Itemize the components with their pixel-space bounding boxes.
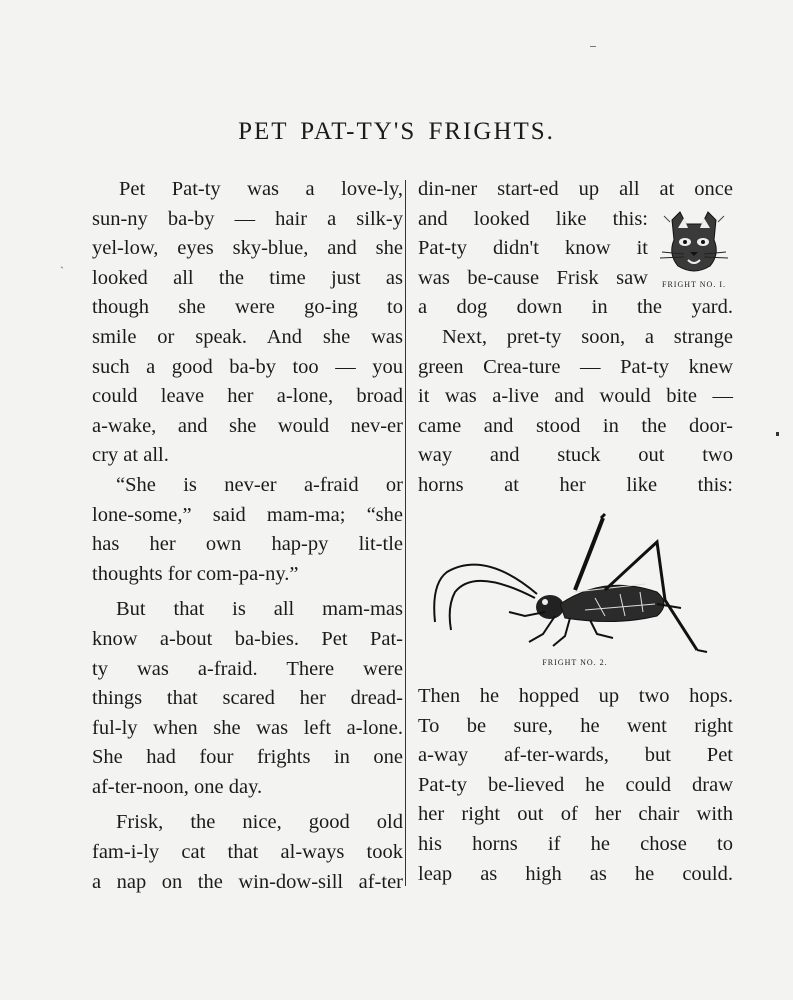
text-line: din-ner start-ed up all at once	[418, 178, 733, 200]
text-line: To be sure, he went right	[418, 714, 733, 737]
figure-caption: FRIGHT NO. I.	[662, 280, 726, 289]
text-line: though she were go-ing to	[92, 296, 403, 319]
text-line: Frisk, the nice, good old	[116, 811, 403, 834]
text-line: yel-low, eyes sky-blue, and she	[92, 237, 403, 260]
text-line: her right out of her chair with	[418, 803, 733, 826]
right-column-bottom	[418, 682, 733, 889]
text-line: Pat-ty didn't know it	[418, 237, 648, 260]
text-line: a-way af-ter-wards, but Pet	[418, 744, 733, 767]
text-line: a-wake, and she would nev-er	[92, 414, 403, 437]
text-line: But that is all mam-mas	[116, 598, 403, 621]
text-line: Next, pret-ty soon, a strange	[442, 325, 733, 348]
text-line: things that scared her dread-	[92, 687, 403, 710]
text-line: green Crea-ture — Pat-ty knew	[418, 355, 733, 378]
text-line: and looked like this:	[418, 207, 648, 230]
text-line: ful-ly when she was left a-lone.	[92, 716, 403, 739]
text-line: his horns if he chose to	[418, 832, 733, 855]
figure-caption: FRIGHT NO. 2.	[542, 658, 608, 667]
print-mark	[590, 46, 596, 47]
text-line: Pet Pat-ty was a love-ly,	[119, 178, 403, 200]
text-line: Then he hopped up two hops.	[418, 685, 733, 707]
page-title: PET PAT-TY'S FRIGHTS.	[238, 118, 555, 145]
text-line: “She is nev-er a-fraid or	[116, 473, 403, 496]
text-line: it was a-live and would bite —	[418, 385, 733, 408]
print-mark	[776, 432, 779, 436]
print-mark: ˎ	[60, 255, 64, 269]
text-line: cry at all.	[92, 444, 169, 467]
text-line: horns at her like this:	[418, 473, 733, 496]
text-line: fam-i-ly cat that al-ways took	[92, 841, 403, 864]
text-line: af-ter-noon, one day.	[92, 775, 263, 798]
text-line: such a good ba-by too — you	[92, 355, 403, 378]
cricket-illustration	[425, 512, 725, 670]
cricket-icon	[425, 512, 725, 657]
text-line: ty was a-fraid. There were	[92, 657, 403, 680]
text-line: a nap on the win-dow-sill af-ter	[92, 870, 403, 893]
text-line: thoughts for com-pa-ny.”	[92, 562, 299, 585]
text-line: leap as high as he could.	[418, 862, 733, 885]
text-line: could leave her a-lone, broad	[92, 385, 403, 408]
text-line: has her own hap-py lit-tle	[92, 533, 403, 556]
cat-face-icon	[658, 210, 730, 278]
left-column	[92, 175, 403, 897]
text-line: smile or speak. And she was	[92, 325, 403, 348]
text-line: came and stood in the door-	[418, 414, 733, 437]
text-line: was be-cause Frisk saw	[418, 266, 648, 289]
column-divider	[405, 180, 406, 886]
cat-illustration	[658, 210, 730, 292]
text-line: She had four frights in one	[92, 746, 403, 769]
text-line: sun-ny ba-by — hair a silk-y	[92, 207, 403, 230]
text-line: looked all the time just as	[92, 266, 403, 289]
text-line: a dog down in the yard.	[418, 296, 733, 319]
text-line: Pat-ty be-lieved he could draw	[418, 773, 733, 796]
text-line: lone-some,” said mam-ma; “she	[92, 503, 403, 526]
text-line: know a-bout ba-bies. Pet Pat-	[92, 627, 403, 650]
text-line: way and stuck out two	[418, 444, 733, 467]
